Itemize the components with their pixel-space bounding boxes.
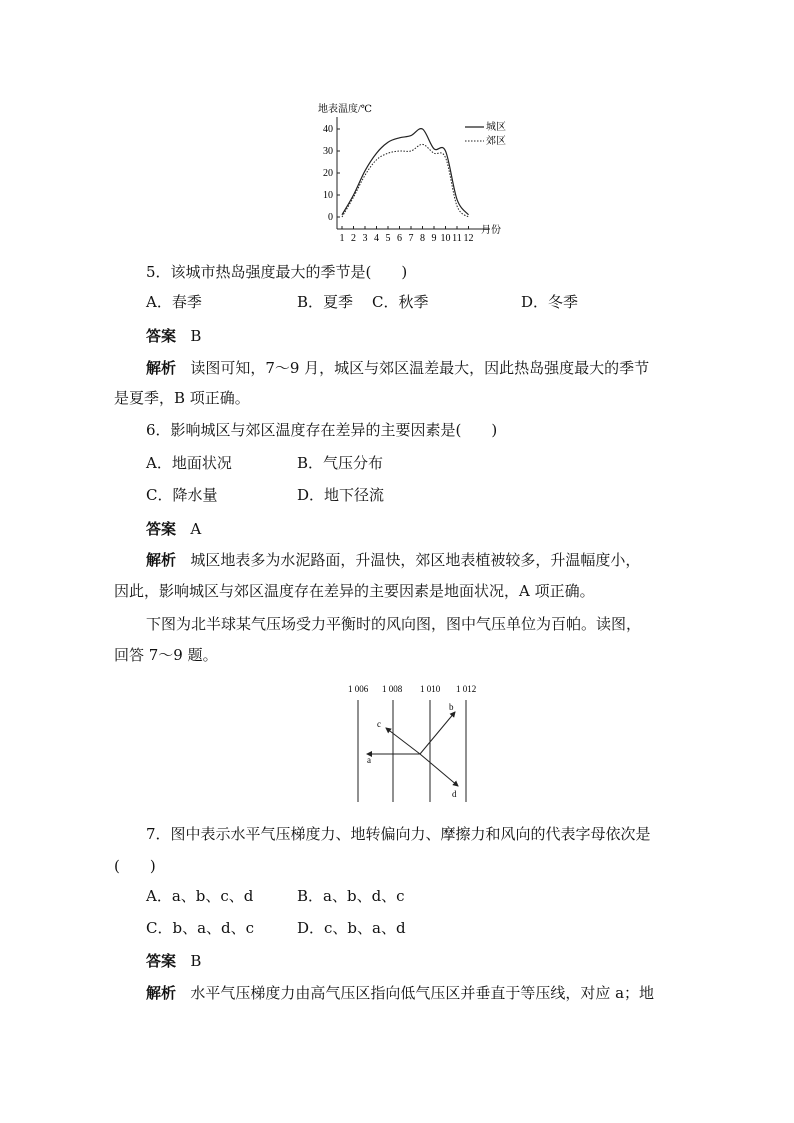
- arrow-d: [420, 754, 458, 786]
- arrow-b: [420, 712, 455, 754]
- q5-option-d: D．冬季: [521, 293, 579, 311]
- x-tick-label: 3: [362, 233, 368, 244]
- label-a: a: [367, 755, 371, 765]
- x-tick-label: 12: [463, 233, 474, 244]
- x-tick-label: 4: [374, 233, 379, 244]
- intro-line-2: 回答 7～9 题。: [114, 646, 218, 664]
- q7-option-b: B．a、b、d、c: [297, 887, 405, 905]
- q6-option-d: D．地下径流: [297, 486, 385, 504]
- arrow-c: [386, 728, 420, 754]
- q7-stem-1: 7．图中表示水平气压梯度力、地转偏向力、摩擦力和风向的代表字母依次是: [146, 825, 651, 843]
- label-b: b: [449, 702, 454, 712]
- series-line-suburban: [342, 144, 469, 217]
- answer-label: 答案: [146, 520, 177, 538]
- answer-value: A: [190, 520, 202, 538]
- x-tick-label: 2: [351, 233, 356, 244]
- x-tick-label: 11: [452, 233, 462, 244]
- answer-value: B: [190, 952, 202, 970]
- q7-option-d: D．c、b、a、d: [297, 919, 406, 937]
- y-tick-label: 20: [323, 168, 333, 179]
- q6-analysis-1: [146, 550, 640, 570]
- label-c: c: [377, 719, 381, 729]
- q6-option-c: C．降水量: [146, 486, 218, 504]
- x-tick-label: 9: [431, 233, 437, 244]
- y-axis-label: 地表温度/℃: [318, 104, 372, 115]
- q7-analysis-1: [146, 983, 654, 1003]
- q7-answer: [146, 951, 201, 971]
- q6-option-a: A．地面状况: [146, 454, 232, 472]
- y-tick-label: 10: [323, 190, 333, 201]
- q6-option-b: B．气压分布: [297, 454, 384, 472]
- isobar-label-1006: 1 006: [348, 684, 369, 694]
- pressure-diagram: [340, 680, 490, 805]
- q6-stem: 6．影响城区与郊区温度存在差异的主要因素是( ): [146, 421, 498, 439]
- temperature-chart: [300, 95, 530, 245]
- isobar-label-1008: 1 008: [382, 684, 403, 694]
- y-tick-label: 0: [328, 212, 333, 223]
- q5-stem: 5．该城市热岛强度最大的季节是( ): [146, 263, 408, 281]
- q5-option-b: B．夏季: [297, 293, 354, 311]
- q5-option-c: C．秋季: [372, 293, 429, 311]
- q5-answer: [146, 326, 201, 346]
- legend-label-suburban: 郊区: [486, 136, 506, 147]
- x-tick-label: 6: [397, 233, 402, 244]
- answer-value: B: [190, 327, 202, 345]
- q5-analysis-2: 是夏季，B 项正确。: [114, 389, 250, 407]
- q5-option-a: A．春季: [146, 293, 202, 311]
- analysis-text: 读图可知，7～9 月，城区与郊区温差最大，因此热岛强度最大的季节: [190, 359, 650, 377]
- q7-option-a: A．a、b、c、d: [146, 887, 254, 905]
- x-tick-label: 7: [408, 233, 414, 244]
- isobar-label-1012: 1 012: [456, 684, 477, 694]
- analysis-label: 解析: [146, 984, 177, 1002]
- analysis-label: 解析: [146, 359, 177, 377]
- isobar-label-1010: 1 010: [420, 684, 441, 694]
- x-tick-label: 1: [339, 233, 345, 244]
- analysis-label: 解析: [146, 551, 177, 569]
- x-tick-label: 5: [385, 233, 391, 244]
- answer-label: 答案: [146, 327, 177, 345]
- answer-label: 答案: [146, 952, 177, 970]
- intro-line-1: 下图为北半球某气压场受力平衡时的风向图，图中气压单位为百帕。读图，: [146, 615, 642, 633]
- analysis-text: 水平气压梯度力由高气压区指向低气压区并垂直于等压线，对应 a；地: [190, 984, 655, 1002]
- q7-option-c: C．b、a、d、c: [146, 919, 255, 937]
- label-d: d: [452, 789, 457, 799]
- q6-answer: [146, 519, 201, 539]
- y-tick-label: 30: [323, 146, 333, 157]
- x-tick-label: 10: [440, 233, 451, 244]
- x-axis-label: 月份: [481, 225, 501, 236]
- analysis-text: 城区地表多为水泥路面，升温快，郊区地表植被较多，升温幅度小，: [190, 551, 641, 569]
- y-tick-label: 40: [323, 124, 333, 135]
- q7-stem-2: ( ): [114, 857, 156, 875]
- q6-analysis-2: 因此，影响城区与郊区温度存在差异的主要因素是地面状况，A 项正确。: [114, 582, 595, 600]
- q5-analysis-1: [146, 358, 649, 378]
- x-tick-label: 8: [420, 233, 425, 244]
- legend-label-urban: 城区: [486, 122, 506, 133]
